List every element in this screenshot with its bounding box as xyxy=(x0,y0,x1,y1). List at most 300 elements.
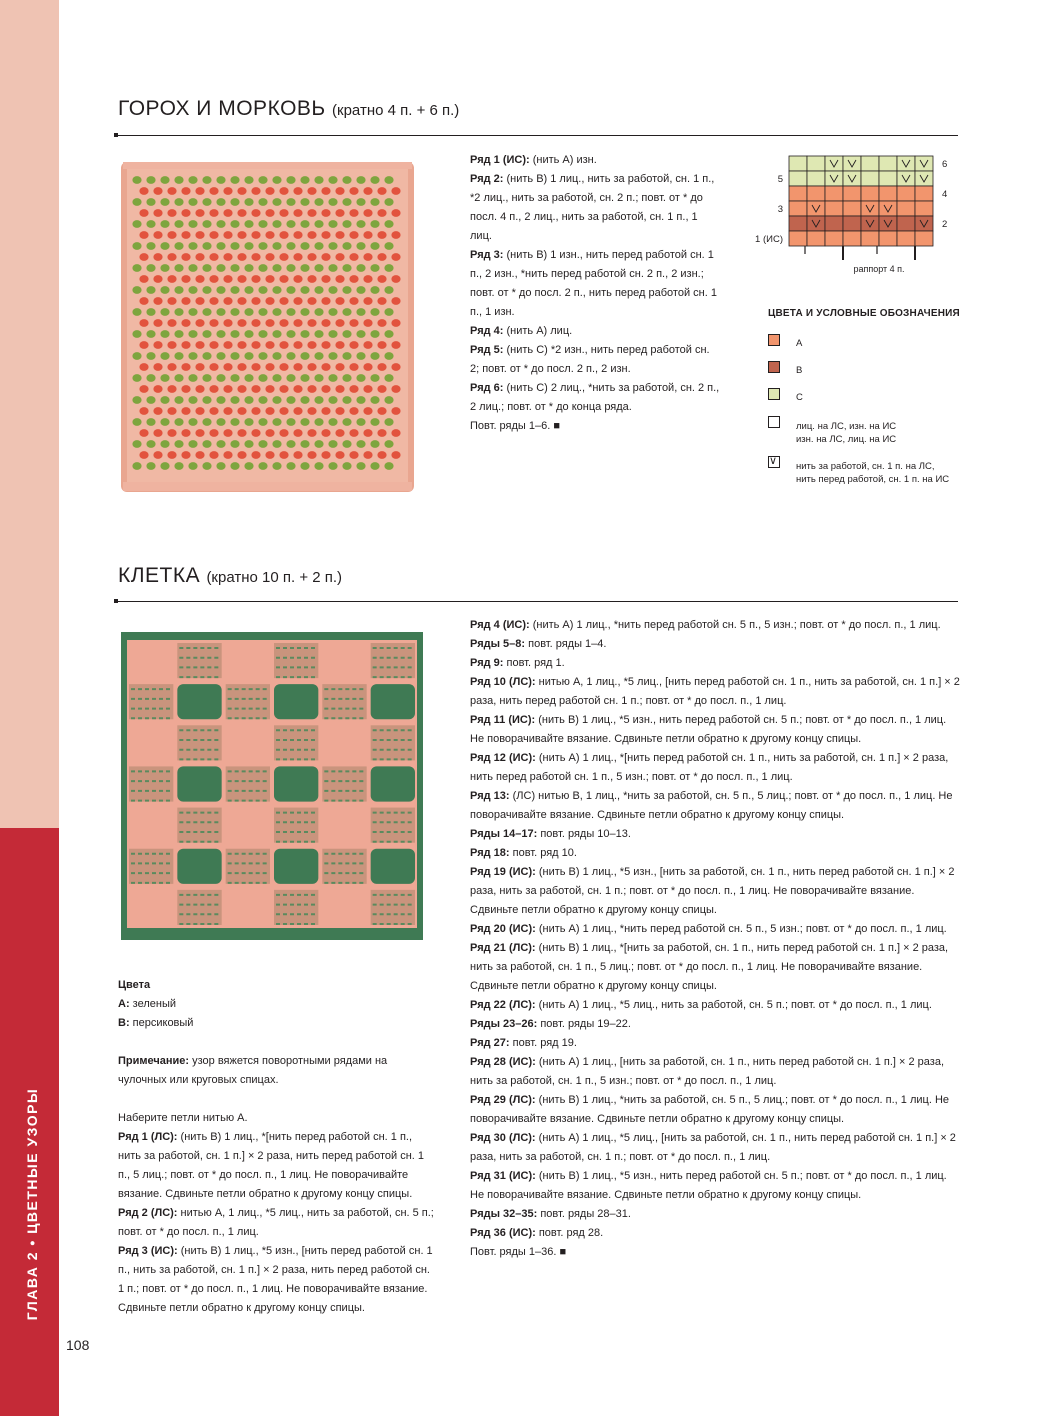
pea-dot xyxy=(160,374,169,382)
pea-dot xyxy=(230,440,239,448)
pea-dot xyxy=(132,330,141,338)
check-square-green xyxy=(274,766,318,801)
carrot-dot xyxy=(349,385,358,393)
cast-on: Наберите петли нитью A. xyxy=(118,1112,248,1124)
carrot-dot xyxy=(293,209,302,217)
section2-subtitle: (кратно 10 п. + 2 п.) xyxy=(206,569,343,586)
row-text: (нить B) 1 лиц., *5 изн., [нить за работой, сн. 1 п., нить перед работой сн. 1 п.] × 2 раза, нить за работой, сн. 1 п.; повт. от * до посл. п., 1 лиц. Не поворачивайте вязание. Сдвиньте петли обратно к другому концу спицы. xyxy=(470,866,955,916)
carrot-dot xyxy=(209,451,218,459)
carrot-dot xyxy=(349,253,358,261)
carrot-dot xyxy=(321,407,330,415)
pea-dot xyxy=(272,286,281,294)
legend-swatch xyxy=(768,416,780,428)
pea-dot xyxy=(202,308,211,316)
pea-dot xyxy=(272,374,281,382)
chart-cell xyxy=(825,216,843,231)
carrot-dot xyxy=(251,231,260,239)
pea-dot xyxy=(188,176,197,184)
carrot-dot xyxy=(279,341,288,349)
pea-dot xyxy=(202,286,211,294)
carrot-dot xyxy=(279,429,288,437)
pea-dot xyxy=(342,330,351,338)
section1-instructions xyxy=(470,151,720,436)
check-square-green xyxy=(371,766,415,801)
carrot-dot xyxy=(293,385,302,393)
pea-dot xyxy=(272,352,281,360)
carrot-dot xyxy=(153,297,162,305)
pea-dot xyxy=(286,418,295,426)
pea-dot xyxy=(188,440,197,448)
carrot-dot xyxy=(307,275,316,283)
carrot-dot xyxy=(349,429,358,437)
carrot-dot xyxy=(279,209,288,217)
carrot-dot xyxy=(391,341,400,349)
chart-cell xyxy=(807,156,825,171)
pea-dot xyxy=(216,352,225,360)
pea-dot xyxy=(244,198,253,206)
carrot-dot xyxy=(167,429,176,437)
pea-dot xyxy=(258,176,267,184)
pea-dot xyxy=(188,352,197,360)
pea-dot xyxy=(272,418,281,426)
carrot-dot xyxy=(209,297,218,305)
pea-dot xyxy=(328,198,337,206)
carrot-dot xyxy=(153,341,162,349)
row-text: нитью A, 1 лиц., *5 лиц., [нить перед работой сн. 1 п., нить за работой, сн. 1 п.] × 2 раза, нить перед работой сн. 1 п.; повт. от * до посл. п., 1 лиц. xyxy=(470,676,960,707)
carrot-dot xyxy=(307,363,316,371)
carrot-dot xyxy=(181,407,190,415)
pea-dot xyxy=(384,462,393,470)
pea-dot xyxy=(328,286,337,294)
legend-label-line: изн. на ЛС, лиц. на ИС xyxy=(796,434,897,445)
carrot-dot xyxy=(209,275,218,283)
carrot-dot xyxy=(307,231,316,239)
pattern-row xyxy=(470,787,960,825)
carrot-dot xyxy=(335,319,344,327)
pea-dot xyxy=(230,396,239,404)
carrot-dot xyxy=(167,275,176,283)
carrot-dot xyxy=(139,231,148,239)
carrot-dot xyxy=(181,231,190,239)
chart-cell xyxy=(861,156,879,171)
carrot-dot xyxy=(321,187,330,195)
pea-dot xyxy=(146,462,155,470)
colors-heading: Цвета xyxy=(118,979,151,991)
pea-dot xyxy=(202,440,211,448)
pea-dot xyxy=(188,286,197,294)
carrot-dot xyxy=(321,275,330,283)
pea-dot xyxy=(314,374,323,382)
pea-dot xyxy=(146,308,155,316)
pea-dot xyxy=(300,440,309,448)
pea-dot xyxy=(342,352,351,360)
section1-rule xyxy=(117,135,958,136)
chart-cell xyxy=(789,171,807,186)
pea-dot xyxy=(146,264,155,272)
chart-cell xyxy=(843,231,861,246)
carrot-dot xyxy=(321,231,330,239)
pea-dot xyxy=(328,462,337,470)
pea-dot xyxy=(258,396,267,404)
chart-cell xyxy=(843,171,861,186)
pea-dot xyxy=(300,198,309,206)
carrot-dot xyxy=(335,209,344,217)
row-label: Ряд 29 (ЛС): xyxy=(470,1094,536,1106)
pea-dot xyxy=(146,220,155,228)
swatch-edge xyxy=(123,162,412,169)
carrot-dot xyxy=(377,231,386,239)
pea-dot xyxy=(244,176,253,184)
pea-dot xyxy=(314,264,323,272)
pea-dot xyxy=(160,308,169,316)
pea-dot xyxy=(132,198,141,206)
chart-cell xyxy=(789,201,807,216)
pea-dot xyxy=(188,264,197,272)
carrot-dot xyxy=(223,451,232,459)
carrot-dot xyxy=(293,253,302,261)
chart-cell xyxy=(915,156,933,171)
carrot-dot xyxy=(335,429,344,437)
carrot-dot xyxy=(391,407,400,415)
carrot-dot xyxy=(321,209,330,217)
carrot-dot xyxy=(265,429,274,437)
note-label: Примечание: xyxy=(118,1055,190,1067)
carrot-dot xyxy=(167,407,176,415)
row-label: Ряд 10 (ЛС): xyxy=(470,676,536,688)
chart-cell xyxy=(807,201,825,216)
pea-dot xyxy=(258,418,267,426)
carrot-dot xyxy=(363,209,372,217)
pea-dot xyxy=(174,330,183,338)
carrot-dot xyxy=(167,319,176,327)
pea-dot xyxy=(174,286,183,294)
carrot-dot xyxy=(153,231,162,239)
carrot-dot xyxy=(279,187,288,195)
carrot-dot xyxy=(181,253,190,261)
pea-dot xyxy=(370,330,379,338)
row-text: (нить B) 1 лиц., *5 изн., нить перед работой сн. 5 п.; повт. от * до посл. п., 1 лиц. Не поворачивайте вязание. Сдвиньте петли обратно к другому концу спицы. xyxy=(470,1170,947,1201)
pea-dot xyxy=(300,308,309,316)
carrot-dot xyxy=(293,341,302,349)
pea-dot xyxy=(132,418,141,426)
row-text: повт. ряд 19. xyxy=(509,1037,577,1049)
row-label: Ряд 5: xyxy=(470,344,504,356)
row-label: Ряд 4 (ИС): xyxy=(470,619,530,631)
pattern-row xyxy=(470,1091,960,1129)
carrot-dot xyxy=(377,253,386,261)
carrot-dot xyxy=(377,385,386,393)
pea-dot xyxy=(328,440,337,448)
row-text: (нить C) 2 лиц., *нить за работой, сн. 2 п., 2 лиц.; повт. от * до конца ряда. xyxy=(470,382,720,413)
row-label: Ряды 5–8: xyxy=(470,638,526,650)
row-text: (нить A) 1 лиц., *нить перед работой сн. 5 п., 5 изн.; повт. от * до посл. п., 1 лиц. xyxy=(529,619,941,631)
row-text: нитью A, 1 лиц., *5 лиц., нить за работой, сн. 5 п.; повт. от * до посл. п., 1 лиц. xyxy=(118,1207,434,1238)
carrot-dot xyxy=(139,297,148,305)
pea-dot xyxy=(342,374,351,382)
pea-dot xyxy=(370,440,379,448)
carrot-dot xyxy=(139,451,148,459)
pea-dot xyxy=(188,330,197,338)
pea-dot xyxy=(216,396,225,404)
carrot-dot xyxy=(391,451,400,459)
carrot-dot xyxy=(321,363,330,371)
pea-dot xyxy=(230,330,239,338)
carrot-dot xyxy=(279,319,288,327)
pea-dot xyxy=(356,308,365,316)
pea-dot xyxy=(286,176,295,184)
pattern-row xyxy=(470,920,960,939)
pea-dot xyxy=(174,374,183,382)
pea-dot xyxy=(132,462,141,470)
pea-dot xyxy=(384,440,393,448)
carrot-dot xyxy=(237,187,246,195)
pea-dot xyxy=(160,352,169,360)
carrot-dot xyxy=(391,253,400,261)
pea-dot xyxy=(356,440,365,448)
pea-dot xyxy=(146,440,155,448)
row-text: повт. ряд 28. xyxy=(535,1227,604,1239)
note xyxy=(118,1052,436,1090)
carrot-dot xyxy=(293,407,302,415)
row-label: Ряд 2: xyxy=(470,173,504,185)
carrot-dot xyxy=(209,253,218,261)
pattern-row xyxy=(470,1205,960,1224)
section1-title-block xyxy=(118,97,459,121)
carrot-dot xyxy=(349,275,358,283)
carrot-dot xyxy=(279,297,288,305)
carrot-dot xyxy=(265,363,274,371)
carrot-dot xyxy=(349,451,358,459)
legend-label-line: B xyxy=(796,365,803,376)
pea-dot xyxy=(188,462,197,470)
legend-label-line: нить перед работой, сн. 1 п. на ИС xyxy=(796,474,950,485)
carrot-dot xyxy=(153,187,162,195)
row-text: (нить A) 1 лиц., *5 лиц., [нить за работой, сн. 1 п., нить перед работой сн. 1 п.] × 2 раза, нить за работой, сн. 1 п.; повт. от * до посл. п., 1 лиц. xyxy=(470,1132,956,1163)
pea-dot xyxy=(216,198,225,206)
carrot-dot xyxy=(181,341,190,349)
pattern-row xyxy=(470,379,720,417)
chart-cell xyxy=(879,171,897,186)
carrot-dot xyxy=(237,341,246,349)
carrot-dot xyxy=(321,297,330,305)
carrot-dot xyxy=(139,407,148,415)
chart-cell xyxy=(789,216,807,231)
pea-dot xyxy=(300,418,309,426)
carrot-dot xyxy=(209,231,218,239)
legend-label xyxy=(796,460,949,486)
row-text: (нить B) 1 лиц., *5 изн., [нить перед работой сн. 1 п., нить за работой, сн. 1 п.] × 2 раза, нить перед работой сн. 1 п.; повт. от * до посл. п., 1 лиц. Не поворачивайте вязание. Сдвиньте петли обратно к другому концу спицы. xyxy=(118,1245,433,1314)
row-text: (ЛС) нитью B, 1 лиц., *нить за работой, сн. 5 п., 5 лиц.; повт. от * до посл. п., 1 лиц. Не поворачивайте вязание. Сдвиньте петли обратно к другому концу спицы. xyxy=(470,790,953,821)
pattern-row xyxy=(470,322,720,341)
carrot-dot xyxy=(307,319,316,327)
carrot-dot xyxy=(349,407,358,415)
pea-dot xyxy=(188,374,197,382)
pea-dot xyxy=(370,264,379,272)
legend-label-line: C xyxy=(796,392,803,403)
chart-cell xyxy=(825,186,843,201)
carrot-dot xyxy=(139,209,148,217)
pea-dot xyxy=(314,286,323,294)
repeat-label: раппорт 4 п. xyxy=(853,264,905,274)
pattern-row xyxy=(470,1015,960,1034)
pea-dot xyxy=(286,286,295,294)
pea-dot xyxy=(160,396,169,404)
pea-dot xyxy=(258,440,267,448)
pea-dot xyxy=(370,352,379,360)
sidebar-top-band xyxy=(0,0,59,828)
pattern-row xyxy=(470,844,960,863)
carrot-dot xyxy=(377,187,386,195)
carrot-dot xyxy=(139,341,148,349)
pea-dot xyxy=(146,330,155,338)
swatch-edge xyxy=(123,482,412,491)
pea-dot xyxy=(230,374,239,382)
carrot-dot xyxy=(209,407,218,415)
row-label: Ряд 2 (ЛС): xyxy=(118,1207,178,1219)
carrot-dot xyxy=(335,341,344,349)
row-label: Ряд 22 (ЛС): xyxy=(470,999,536,1011)
pea-dot xyxy=(146,418,155,426)
pea-dot xyxy=(342,264,351,272)
check-square-green xyxy=(177,849,221,884)
pea-dot xyxy=(174,352,183,360)
carrot-dot xyxy=(363,429,372,437)
row-text: повт. ряд 10. xyxy=(509,847,577,859)
color-item xyxy=(118,1014,436,1033)
pattern-row xyxy=(470,996,960,1015)
carrot-dot xyxy=(153,451,162,459)
pea-dot xyxy=(174,176,183,184)
pea-dot xyxy=(230,286,239,294)
section1-subtitle: (кратно 4 п. + 6 п.) xyxy=(332,102,460,119)
row-text: повт. ряды 19–22. xyxy=(537,1018,631,1030)
pea-dot xyxy=(160,330,169,338)
pea-dot xyxy=(384,176,393,184)
carrot-dot xyxy=(293,187,302,195)
pea-dot xyxy=(370,308,379,316)
chart-cell xyxy=(861,201,879,216)
pattern-row xyxy=(470,1224,960,1243)
row-text: повт. ряды 10–13. xyxy=(537,828,631,840)
pattern-row xyxy=(470,673,960,711)
pea-dot xyxy=(244,374,253,382)
pea-dot xyxy=(216,440,225,448)
pea-dot xyxy=(342,242,351,250)
carrot-dot xyxy=(195,451,204,459)
pea-dot xyxy=(132,264,141,272)
carrot-dot xyxy=(223,253,232,261)
carrot-dot xyxy=(349,297,358,305)
carrot-dot xyxy=(167,297,176,305)
chart-cell xyxy=(879,216,897,231)
carrot-dot xyxy=(195,363,204,371)
pea-dot xyxy=(230,462,239,470)
row-text: (нить A) лиц. xyxy=(503,325,573,337)
carrot-dot xyxy=(237,451,246,459)
pea-dot xyxy=(370,418,379,426)
carrot-dot xyxy=(209,429,218,437)
carrot-dot xyxy=(321,451,330,459)
carrot-dot xyxy=(139,275,148,283)
pea-dot xyxy=(384,286,393,294)
carrot-dot xyxy=(237,385,246,393)
pea-dot xyxy=(384,264,393,272)
pea-dot xyxy=(300,396,309,404)
pattern-row xyxy=(470,654,960,673)
check-square-green xyxy=(177,766,221,801)
pea-dot xyxy=(188,242,197,250)
pea-dot xyxy=(174,198,183,206)
carrot-dot xyxy=(251,275,260,283)
pea-dot xyxy=(188,220,197,228)
pea-dot xyxy=(132,176,141,184)
pattern-row xyxy=(470,825,960,844)
chart-cell xyxy=(843,186,861,201)
row-label: Ряд 3 (ИС): xyxy=(118,1245,178,1257)
carrot-dot xyxy=(237,297,246,305)
chart-cell xyxy=(915,201,933,216)
pea-dot xyxy=(300,286,309,294)
pattern-row xyxy=(118,1204,436,1242)
carrot-dot xyxy=(335,297,344,305)
row-text: (нить B) 1 лиц., *[нить за работой, сн. 1 п., нить перед работой сн. 1 п.] × 2 раза, нить за работой, сн. 1 п., 5 лиц.; повт. от * до посл. п., 1 лиц. Не поворачивайте вязание. Сдвиньте петли обратно к другому концу спицы. xyxy=(470,942,949,992)
pea-dot xyxy=(216,462,225,470)
carrot-dot xyxy=(167,363,176,371)
row-text: (нить B) 1 лиц., *5 изн., нить перед работой сн. 5 п.; повт. от * до посл. п., 1 лиц. Не поворачивайте вязание. Сдвиньте петли обратно к другому концу спицы. xyxy=(470,714,947,745)
chart-cell xyxy=(843,216,861,231)
row-text: персиковый xyxy=(129,1017,194,1029)
carrot-dot xyxy=(391,231,400,239)
row-text: повт. ряды 28–31. xyxy=(537,1208,631,1220)
pea-dot xyxy=(202,176,211,184)
carrot-dot xyxy=(377,209,386,217)
pea-dot xyxy=(384,198,393,206)
carrot-dot xyxy=(181,429,190,437)
carrot-dot xyxy=(153,429,162,437)
chart-cell xyxy=(879,156,897,171)
carrot-dot xyxy=(293,451,302,459)
pea-dot xyxy=(132,440,141,448)
carrot-dot xyxy=(349,231,358,239)
carrot-dot xyxy=(279,253,288,261)
section2-rule xyxy=(117,601,958,602)
check-swatch-photo xyxy=(117,628,427,946)
pea-dot xyxy=(342,286,351,294)
pea-dot xyxy=(286,264,295,272)
carrot-dot xyxy=(377,429,386,437)
pea-dot xyxy=(132,396,141,404)
pattern-row xyxy=(470,635,960,654)
pea-dot xyxy=(132,242,141,250)
carrot-dot xyxy=(307,253,316,261)
pea-dot xyxy=(244,330,253,338)
carrot-dot xyxy=(139,385,148,393)
carrot-dot xyxy=(195,275,204,283)
chart-cell xyxy=(897,186,915,201)
carrot-dot xyxy=(307,451,316,459)
chart-cell xyxy=(879,231,897,246)
chart-cell xyxy=(807,216,825,231)
check-square-green xyxy=(371,849,415,884)
carrot-dot xyxy=(195,429,204,437)
chart-cell xyxy=(897,231,915,246)
carrot-dot xyxy=(153,209,162,217)
pea-dot xyxy=(300,330,309,338)
pea-dot xyxy=(356,264,365,272)
carrot-dot xyxy=(181,187,190,195)
row-text: (нить B) 1 лиц., *[нить перед работой сн. 1 п., нить за работой, сн. 1 п.] × 2 раза, нить перед работой сн. 1 п., 5 лиц.; повт. от * до посл. п., 1 лиц. Не поворачивайте вязание. Сдвиньте петли обратно к другому концу спицы. xyxy=(118,1131,425,1200)
legend-label xyxy=(796,420,896,446)
